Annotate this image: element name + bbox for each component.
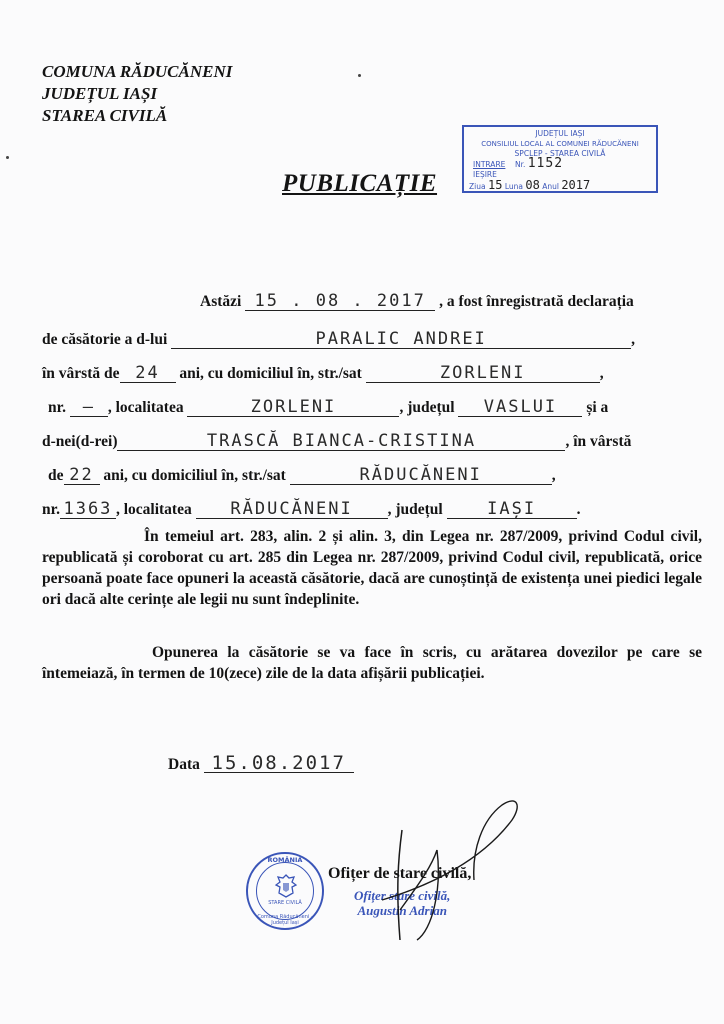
form-line-5 xyxy=(42,432,631,451)
groom-county: VASLUI xyxy=(458,398,582,417)
county-label: , județul xyxy=(399,399,455,416)
de-label: de xyxy=(48,467,64,484)
bride-age: 22 xyxy=(64,466,100,485)
round-seal-bottom: Comuna Răducăneni - Județul Iași xyxy=(257,914,313,926)
form-line-6: de 22 ani, cu domiciliul în, str./sat RĂDUCĂNENI , xyxy=(48,465,556,485)
legal-paragraph xyxy=(42,526,702,610)
bride-street: RĂDUCĂNENI xyxy=(290,466,552,485)
registry-stamp-line2: CONSILIUL LOCAL AL COMUNEI RĂDUCĂNENI xyxy=(481,140,639,148)
speck xyxy=(6,156,9,159)
nr-label: nr. xyxy=(48,399,66,416)
astazi-label: Astăzi xyxy=(200,293,242,310)
header-office: STAREA CIVILĂ xyxy=(42,106,168,125)
registry-stamp-intrare: INTRARE xyxy=(473,160,506,169)
registry-stamp-anul-label: Anul xyxy=(542,182,559,191)
locality-label: , localitatea xyxy=(107,399,184,416)
coat-of-arms-icon xyxy=(275,874,297,898)
bride-nr: 1363 xyxy=(60,500,116,519)
registry-stamp-luna: 08 xyxy=(525,178,540,192)
handwritten-signature xyxy=(362,790,532,950)
opposition-paragraph xyxy=(42,642,702,684)
registry-stamp-iesire: IEȘIRE xyxy=(473,170,497,179)
registry-stamp-nr-label: Nr. xyxy=(514,160,526,169)
registry-stamp-luna-label: Luna xyxy=(504,182,523,191)
bride-nr-label: nr. xyxy=(42,501,60,518)
bride-name: TRASCĂ BIANCA-CRISTINA xyxy=(117,432,565,451)
bride-locality-label: , localitatea xyxy=(115,501,192,518)
round-seal xyxy=(246,852,324,930)
bride-domicile-label: ani, cu domiciliul în, str./sat xyxy=(103,467,286,484)
bride-locality: RĂDUCĂNENI xyxy=(196,500,388,519)
form-line-1 xyxy=(200,292,634,311)
publication-date: 15.08.2017 xyxy=(204,754,354,773)
registry-stamp-anul: 2017 xyxy=(561,178,591,192)
registry-stamp-line3: SPCLEP - STAREA CIVILĂ xyxy=(514,149,606,158)
declaration-date: 15 . 08 . 2017 xyxy=(245,292,435,311)
officer-label: Ofițer de stare civilă, xyxy=(328,865,472,882)
age-label: în vârstă de xyxy=(42,365,120,382)
groom-street: ZORLENI xyxy=(366,364,600,383)
form-line-2: de căsătorie a d-lui PARALIC ANDREI , xyxy=(42,329,636,349)
date-line xyxy=(168,754,354,774)
groom-name: PARALIC ANDREI xyxy=(171,330,631,349)
bride-county: IAȘI xyxy=(447,500,577,519)
legal-paragraph-text: În temeiul art. 283, alin. 2 și alin. 3, din Legea nr. 287/2009, privind Codul civil, republicată și coroborat cu art. 285 din Legea nr. 287/2009, privind Codul civil, republicată, orice persoană poate face opuneri la această căsătorie, dacă are cunoștință de existența unei piedici legale ori dacă alte cerințe ale legii nu sunt îndeplinite. xyxy=(42,528,702,608)
registry-stamp xyxy=(462,125,658,193)
groom-age: 24 xyxy=(120,364,176,383)
opposition-paragraph-text: Opunerea la căsătorie se va face în scris, cu arătarea dovezilor pe care se întemeiază, în termen de 10(zece) zile de la data afișării publicației. xyxy=(42,644,702,682)
form-line-7: nr. 1363 , localitatea RĂDUCĂNENI , județul IAȘI . xyxy=(42,499,581,519)
date-label: Data xyxy=(168,756,200,773)
bride-age-label: , în vârstă xyxy=(565,433,632,450)
officer-stamp-name: Augustin Adrian xyxy=(357,903,447,918)
registry-stamp-line1: JUDEȚUL IAȘI xyxy=(535,129,585,138)
registry-stamp-nr: 1152 xyxy=(527,156,564,171)
and-label: și a xyxy=(586,399,609,416)
registry-stamp-ziua-label: Ziua xyxy=(469,182,486,191)
form-line-4 xyxy=(48,398,608,417)
registry-stamp-ziua: 15 xyxy=(487,178,503,192)
speck xyxy=(358,74,361,77)
header-county: JUDEȚUL IAȘI xyxy=(42,84,158,103)
domicile-label: ani, cu domiciliul în, str./sat xyxy=(179,365,362,382)
form-line-3: în vârstă de 24 ani, cu domiciliul în, str./sat ZORLENI , xyxy=(42,363,604,383)
marriage-label: de căsătorie a d-lui xyxy=(42,331,168,348)
officer-stamp-title: Ofițer stare civilă, xyxy=(354,888,451,903)
registered-text: , a fost înregistrată declarația xyxy=(439,293,634,310)
groom-locality: ZORLENI xyxy=(187,398,399,417)
round-seal-top: ROMÂNIA xyxy=(267,856,303,864)
header-commune: COMUNA RĂDUCĂNENI xyxy=(42,62,233,81)
bride-county-label: , județul xyxy=(387,501,443,518)
document-title: PUBLICAȚIE xyxy=(282,170,438,197)
round-seal-middle: STARE CIVILĂ xyxy=(268,900,302,906)
bride-label: d-nei(d-rei) xyxy=(42,433,118,450)
groom-nr: — xyxy=(70,398,108,417)
